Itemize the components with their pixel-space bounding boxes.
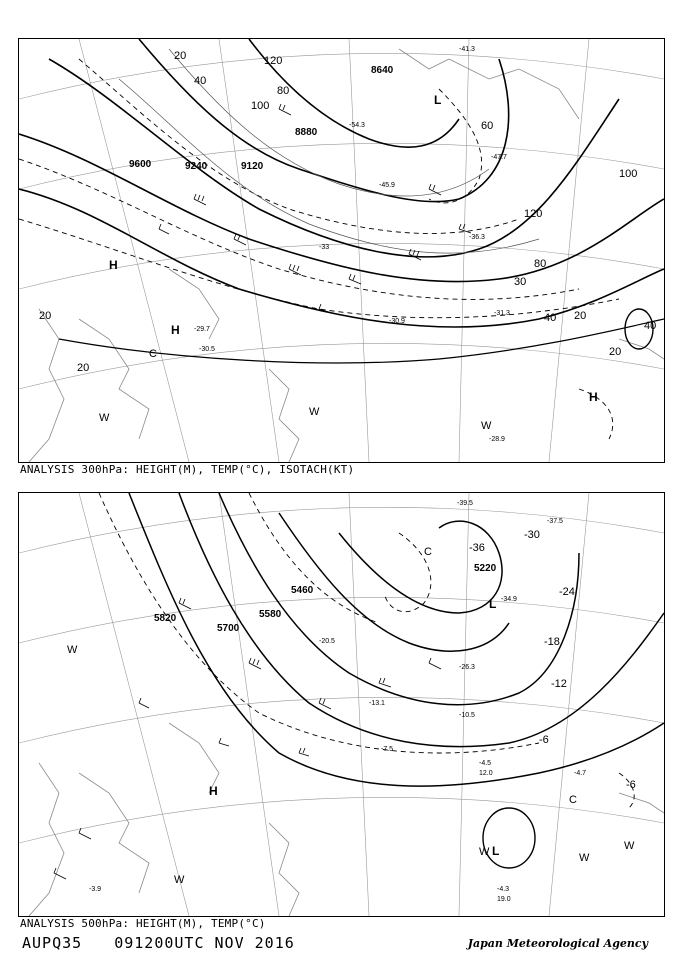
isotach-label: 30	[514, 276, 527, 288]
height-label: 8880	[295, 127, 318, 138]
caption-500hpa: ANALYSIS 500hPa: HEIGHT(M), TEMP(°C)	[20, 917, 266, 930]
station-temp: -30.5	[199, 346, 215, 353]
height-label: 5580	[259, 609, 282, 620]
height-label: 8640	[371, 65, 394, 76]
isotherm-label: -24	[559, 586, 575, 598]
height-label: 5820	[154, 613, 177, 624]
warm-marker: W	[174, 874, 185, 886]
map-300hpa-canvas	[19, 39, 664, 462]
isotach-label: 120	[264, 55, 283, 67]
station-temp: -33	[319, 244, 330, 251]
isotach-label: 80	[277, 85, 290, 97]
station-temp: -31.3	[494, 310, 510, 317]
coastlines	[29, 723, 664, 916]
station-temp: -30.9	[389, 318, 405, 325]
isotherm-label: -6	[539, 734, 549, 746]
map-panel-500hpa	[18, 492, 665, 917]
station-temp: -34.9	[501, 596, 517, 603]
high-center: H	[209, 784, 218, 798]
station-temp: 19.0	[497, 896, 511, 903]
station-temp: -26.3	[459, 664, 475, 671]
isotach-label: 20	[39, 310, 52, 322]
isotach-label: 40	[544, 312, 557, 324]
isotach-label: 20	[574, 310, 587, 322]
isotherm-label: -36	[469, 542, 485, 554]
warm-marker: W	[67, 644, 78, 656]
station-temp: -3.9	[89, 886, 102, 893]
station-temp: -41.3	[459, 46, 475, 53]
cold-marker: C	[149, 348, 157, 360]
station-temp: -45.9	[379, 182, 395, 189]
isotach-label: 20	[609, 346, 622, 358]
station-temp: -4.7	[574, 770, 587, 777]
station-temp: -47.7	[491, 154, 507, 161]
wind-barbs	[54, 598, 441, 879]
station-temp: -54.3	[349, 122, 365, 129]
station-temp: -7.5	[381, 746, 394, 753]
height-label: 9600	[129, 159, 152, 170]
station-temp: 12.0	[479, 770, 493, 777]
high-center: H	[109, 258, 118, 272]
map-500hpa-canvas	[19, 493, 664, 916]
isotherms	[99, 493, 634, 808]
graticule	[19, 493, 664, 916]
cold-marker: C	[424, 546, 432, 558]
isotach-label: 20	[174, 50, 187, 62]
station-temp: -13.1	[369, 700, 385, 707]
isotach-label: 120	[524, 208, 543, 220]
station-temp: -37.5	[547, 518, 563, 525]
station-temp: -4.3	[497, 886, 510, 893]
warm-marker: W	[624, 840, 635, 852]
warm-marker: W	[481, 420, 492, 432]
isotherm-label: -6	[626, 779, 636, 791]
caption-300hpa: ANALYSIS 300hPa: HEIGHT(M), TEMP(°C), ISOTACH(KT)	[20, 463, 355, 476]
height-label: 5220	[474, 563, 497, 574]
isotach-label: 60	[481, 120, 494, 132]
low-center: L	[434, 93, 442, 107]
valid-time: 091200UTC NOV 2016	[114, 934, 295, 952]
warm-marker: W	[309, 406, 320, 418]
chart-id-line	[22, 934, 317, 952]
low-center: L	[489, 597, 497, 611]
low-center: L	[492, 844, 500, 858]
isotherm-label: -12	[551, 678, 567, 690]
height-label: 9240	[185, 161, 208, 172]
chart-code: AUPQ35	[22, 934, 83, 952]
isotach-label: 80	[534, 258, 547, 270]
isotach-label: 20	[77, 362, 90, 374]
station-temp: -39.5	[457, 500, 473, 507]
map-panel-300hpa	[18, 38, 665, 463]
height-label: 5700	[217, 623, 240, 634]
high-center: H	[589, 390, 598, 404]
station-temp: -10.5	[459, 712, 475, 719]
station-temp: -4.5	[479, 760, 492, 767]
agency-name: Japan Meteorological Agency	[467, 937, 648, 950]
warm-marker: W	[479, 846, 490, 858]
isotachs	[119, 49, 539, 253]
station-temp: -36.3	[469, 234, 485, 241]
height-label: 5460	[291, 585, 314, 596]
height-contours	[19, 39, 664, 363]
station-temp: -29.7	[194, 326, 210, 333]
warm-marker: W	[99, 412, 110, 424]
warm-marker: W	[579, 852, 590, 864]
cold-marker: C	[569, 794, 577, 806]
station-temp: -20.5	[319, 638, 335, 645]
isotach-label: 100	[251, 100, 270, 112]
isotach-label: 100	[619, 168, 638, 180]
isotach-label: 40	[194, 75, 207, 87]
isotherm-label: -18	[544, 636, 560, 648]
isotherm-label: -30	[524, 529, 540, 541]
high-center: H	[171, 323, 180, 337]
height-label: 9120	[241, 161, 264, 172]
station-temp: -28.9	[489, 436, 505, 443]
isotach-label: 40	[644, 320, 657, 332]
